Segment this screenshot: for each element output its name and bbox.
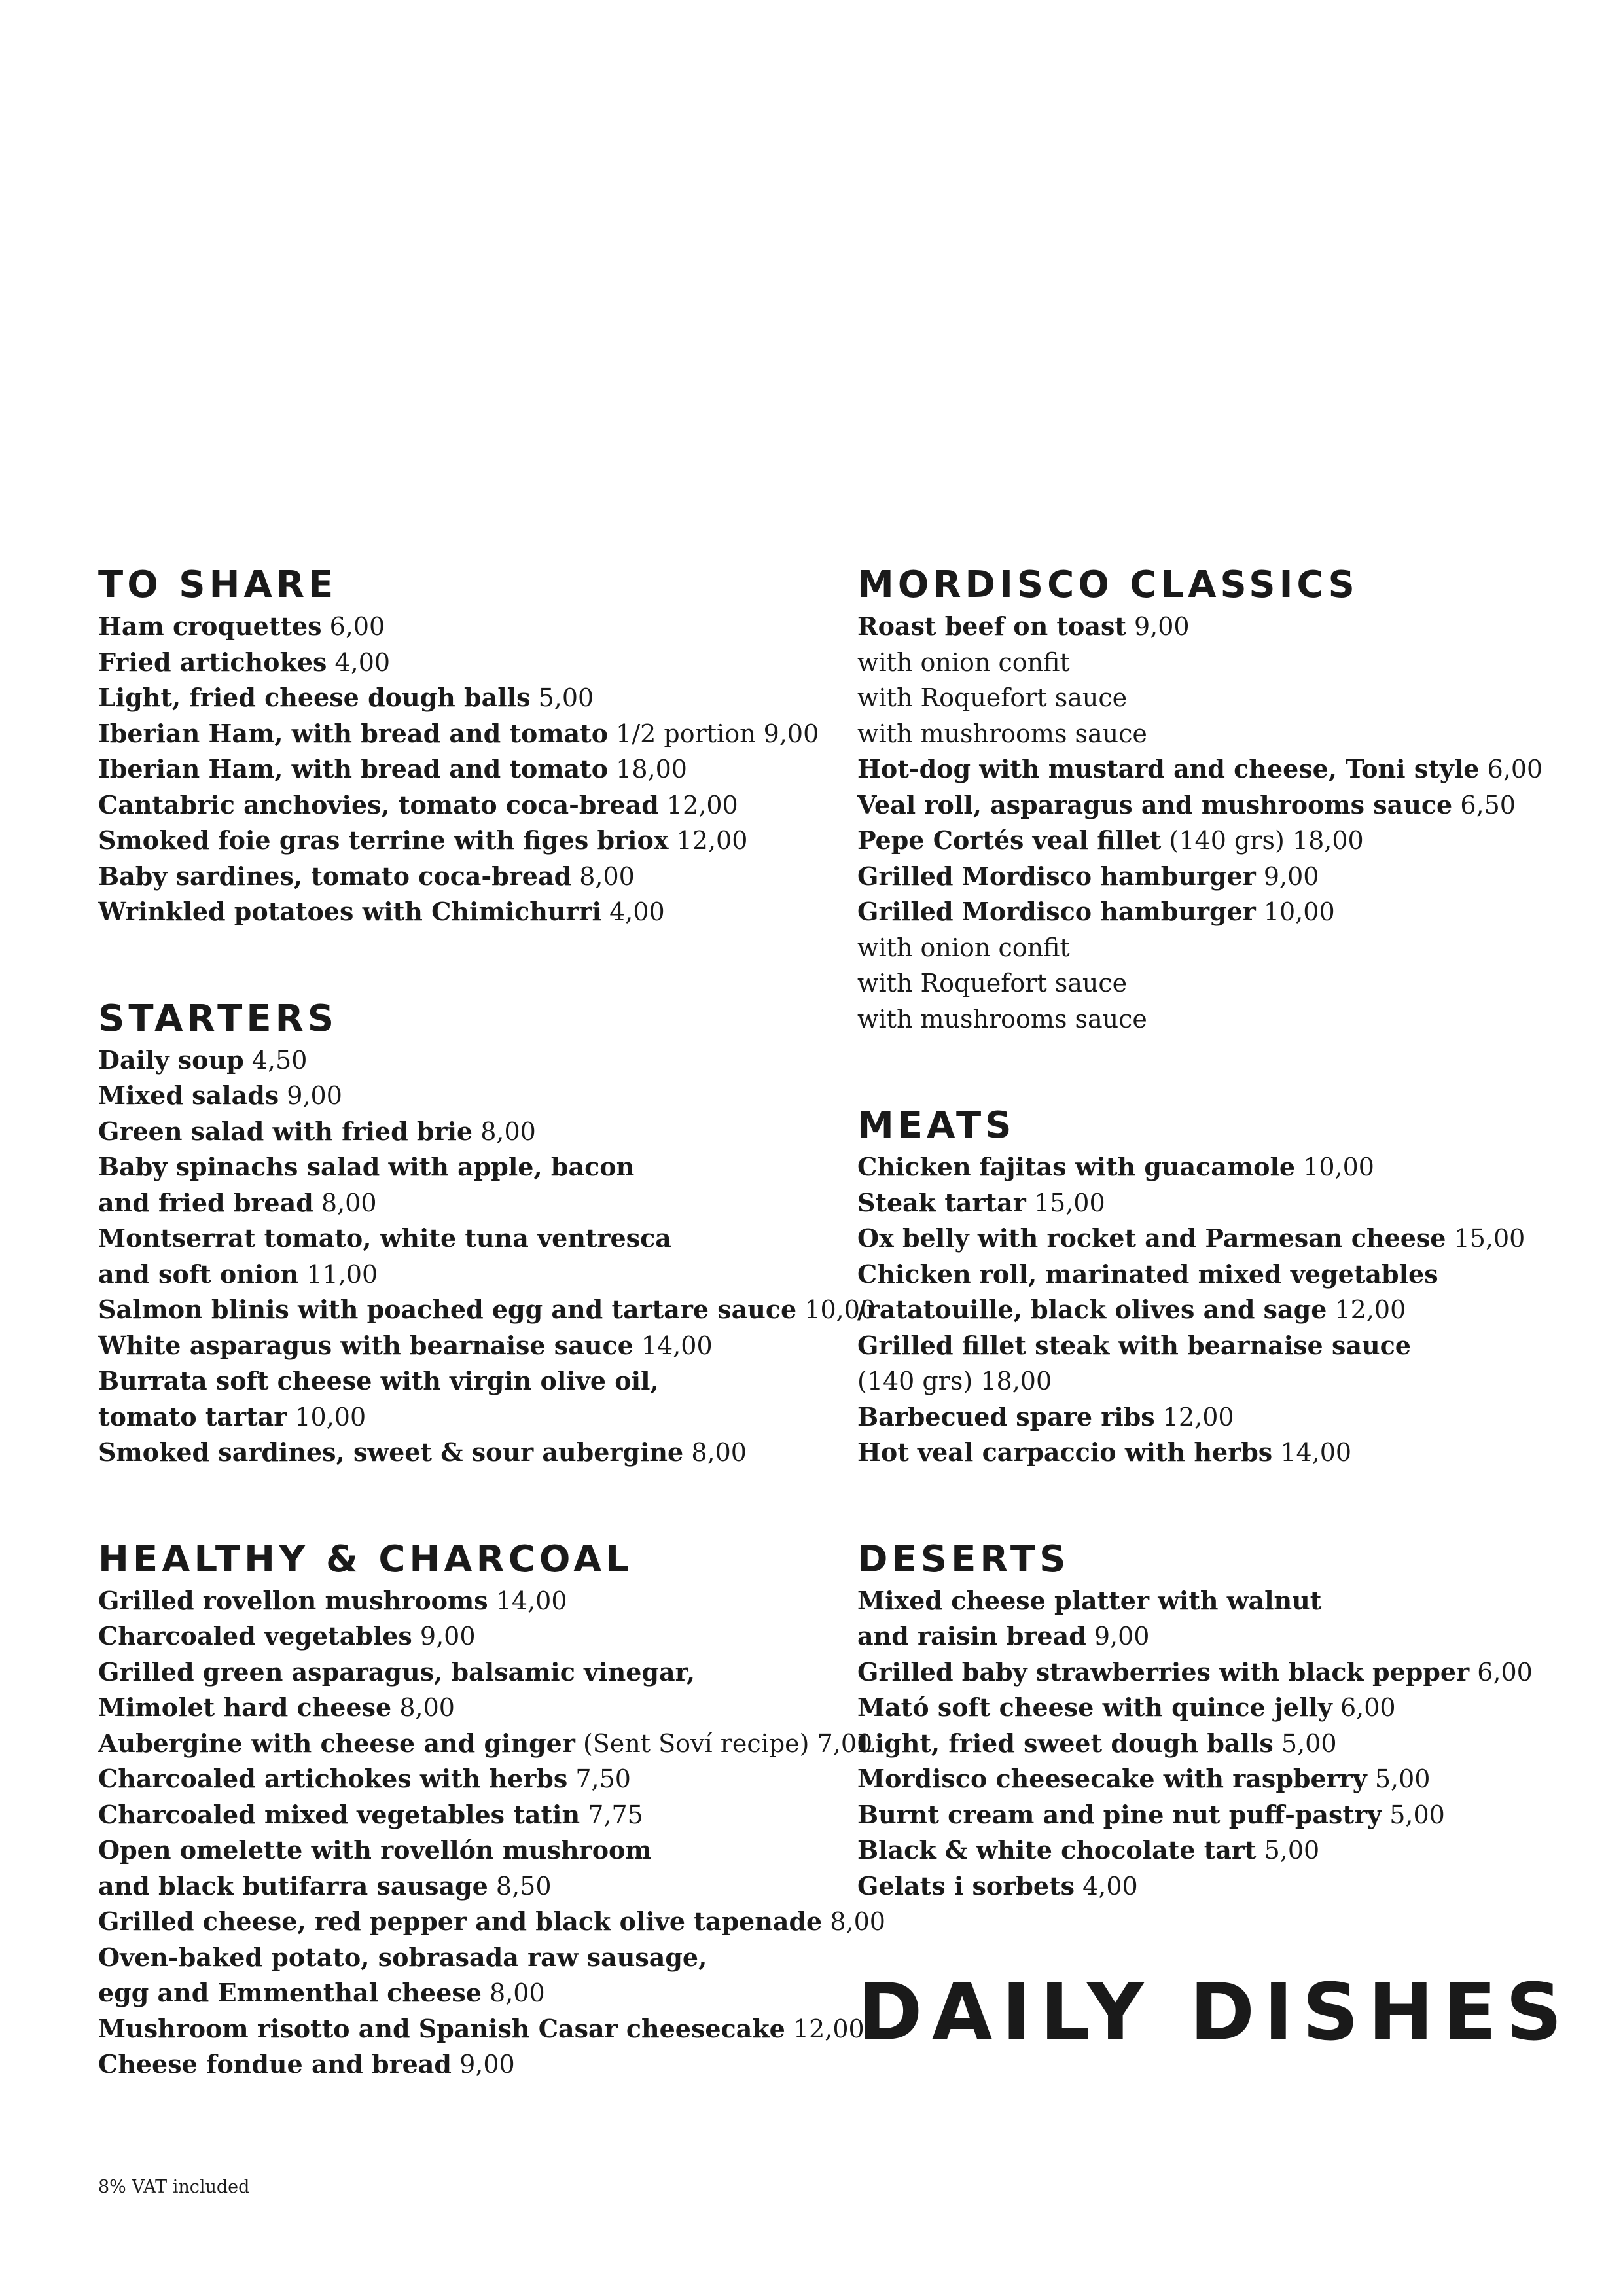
- menu-item: [98, 1619, 844, 1655]
- menu-item-note: with onion confit: [857, 933, 1070, 962]
- menu-item-name: Mushroom risotto and Spanish Casar cheesecake: [98, 2013, 785, 2043]
- menu-item-name: Mimolet hard cheese: [98, 1693, 392, 1722]
- menu-item: [857, 1185, 1603, 1221]
- menu-item-note: with Roquefort sauce: [857, 683, 1128, 712]
- section-title: STARTERS: [98, 997, 338, 1040]
- menu-item-price: 18,00: [980, 1367, 1052, 1395]
- menu-item-price: 9,00: [1263, 861, 1319, 891]
- menu-item-name: Baby spinachs salad with apple, bacon: [98, 1152, 635, 1181]
- menu-item-name: /ratatouille, black olives and sage: [857, 1295, 1327, 1324]
- menu-item-name: and raisin bread: [857, 1621, 1086, 1651]
- menu-item: [857, 716, 1603, 752]
- menu-item-price: 6,00: [1477, 1657, 1533, 1687]
- menu-item-name: Hot-dog with mustard and cheese, Toni style: [857, 754, 1480, 783]
- menu-item-name: Gelats i sorbets: [857, 1871, 1075, 1901]
- menu-item: [98, 680, 844, 716]
- menu-item: [98, 1655, 844, 1691]
- menu-item-name: Fried artichokes: [98, 647, 327, 677]
- menu-item: [857, 1363, 1603, 1399]
- menu-item-price: 8,00: [579, 861, 635, 891]
- menu-item-price: 4,00: [334, 647, 391, 677]
- menu-item: [98, 1761, 844, 1797]
- section-title: MORDISCO CLASSICS: [857, 564, 1359, 606]
- menu-item-name: Charcoaled artichokes with herbs: [98, 1764, 568, 1793]
- menu-item-price: 14,00: [495, 1586, 567, 1615]
- menu-item-name: Black & white chocolate tart: [857, 1835, 1257, 1865]
- menu-item: [98, 1869, 844, 1905]
- menu-item-name: Hot veal carpaccio with herbs: [857, 1437, 1273, 1467]
- menu-item-price: 9,00: [763, 719, 819, 748]
- menu-item: [98, 2047, 844, 2083]
- menu-item-price: 8,00: [321, 1188, 377, 1217]
- menu-item-name: Veal roll, asparagus and mushrooms sauce: [857, 789, 1453, 819]
- menu-item: [98, 1292, 876, 1328]
- menu-item-name: Chicken fajitas with guacamole: [857, 1152, 1296, 1181]
- menu-item: [98, 1583, 844, 1619]
- menu-item-name: Smoked sardines, sweet & sour aubergine: [98, 1437, 684, 1467]
- menu-item: [857, 1583, 1603, 1619]
- menu-item: [98, 1149, 844, 1185]
- menu-item: [857, 1761, 1603, 1797]
- menu-item-name: Baby sardines, tomato coca-bread: [98, 861, 572, 891]
- menu-item-price: 9,00: [459, 2050, 515, 2079]
- menu-item-price: 18,00: [1292, 826, 1364, 855]
- menu-item: [98, 1328, 844, 1364]
- menu-item: [857, 680, 1603, 716]
- menu-item-price: 9,00: [1094, 1622, 1150, 1651]
- menu-item-name: Cantabric anchovies, tomato coca-bread: [98, 789, 659, 819]
- section-title: HEALTHY & CHARCOAL: [98, 1537, 633, 1581]
- menu-item: [857, 1833, 1603, 1869]
- menu-item-note: with onion confit: [857, 647, 1070, 677]
- menu-item: [857, 1726, 1603, 1762]
- menu-section-to-share: [98, 563, 844, 930]
- menu-item-price: 5,00: [1264, 1836, 1320, 1865]
- menu-item: [98, 1185, 844, 1221]
- menu-item-name: Burnt cream and pine nut puff-pastry: [857, 1799, 1382, 1829]
- menu-section-healthy-charcoal: [98, 1537, 885, 2083]
- menu-item-name: Montserrat tomato, white tuna ventresca: [98, 1223, 671, 1253]
- menu-item: [857, 1690, 1603, 1726]
- menu-section-mordisco-classics: [857, 563, 1603, 1037]
- menu-item-note: 1/2 portion: [616, 719, 756, 748]
- menu-item-price: 7,50: [575, 1765, 631, 1793]
- menu-item: [98, 1975, 844, 2011]
- menu-section-starters: [98, 997, 876, 1471]
- menu-item-name: and soft onion: [98, 1259, 299, 1289]
- menu-item-name: Grilled rovellon mushrooms: [98, 1585, 488, 1615]
- menu-item: [98, 859, 844, 895]
- menu-item-name: Green salad with fried brie: [98, 1116, 473, 1146]
- menu-item: [98, 1257, 844, 1293]
- menu-item-price: 8,00: [480, 1117, 536, 1146]
- menu-item: [98, 823, 844, 859]
- menu-item-name: Iberian Ham, with bread and tomato: [98, 718, 609, 748]
- menu-item: [857, 1797, 1603, 1833]
- menu-item-price: 15,00: [1033, 1188, 1105, 1217]
- menu-item: [98, 1726, 873, 1762]
- menu-item-name: Iberian Ham, with bread and tomato: [98, 754, 609, 783]
- menu-item-name: Cheese fondue and bread: [98, 2049, 452, 2079]
- menu-item: [98, 1221, 844, 1257]
- menu-item: [98, 894, 844, 930]
- menu-item-name: Ham croquettes: [98, 611, 322, 641]
- menu-item-note: (140 grs): [1169, 826, 1285, 855]
- menu-item: [857, 1399, 1603, 1435]
- menu-item-price: 6,00: [1487, 755, 1543, 783]
- menu-section-meats: [857, 1103, 1603, 1471]
- menu-item-name: Aubergine with cheese and ginger: [98, 1728, 575, 1758]
- menu-item: [98, 1797, 844, 1833]
- menu-item: [98, 1114, 844, 1150]
- section-title: TO SHARE: [98, 564, 338, 606]
- menu-item-price: 5,00: [1281, 1729, 1337, 1758]
- menu-item: [98, 1363, 844, 1399]
- menu-item-name: egg and Emmenthal cheese: [98, 1978, 482, 2007]
- menu-item-name: Mató soft cheese with quince jelly: [857, 1693, 1332, 1722]
- menu-item-price: 6,00: [1340, 1693, 1396, 1722]
- menu-item-price: 14,00: [641, 1331, 713, 1360]
- menu-item: [857, 1149, 1603, 1185]
- menu-item-price: 8,50: [495, 1871, 552, 1901]
- menu-item: [857, 1001, 1603, 1037]
- menu-item-name: Grilled green asparagus, balsamic vinegar,: [98, 1657, 696, 1687]
- menu-item-name: Light, fried cheese dough balls: [98, 683, 531, 712]
- menu-item-name: Chicken roll, marinated mixed vegetables: [857, 1259, 1438, 1289]
- menu-item: [857, 1292, 1603, 1328]
- menu-item-name: Roast beef on toast: [857, 611, 1126, 641]
- section-title: MEATS: [857, 1104, 1016, 1147]
- menu-item-name: Barbecued spare ribs: [857, 1401, 1155, 1431]
- menu-item-price: 10,00: [804, 1295, 876, 1324]
- daily-dishes-title: DAILY DISHES: [857, 1967, 1572, 2058]
- menu-item: [857, 751, 1603, 787]
- menu-item-name: and fried bread: [98, 1187, 313, 1217]
- menu-item: [98, 1078, 844, 1114]
- menu-item: [857, 787, 1603, 823]
- menu-item-price: 12,00: [676, 826, 748, 855]
- menu-item-price: 11,00: [306, 1259, 378, 1289]
- menu-item-name: Smoked foie gras terrine with figes briox: [98, 825, 669, 855]
- menu-item-price: 4,00: [609, 897, 665, 926]
- menu-item-price: 9,00: [419, 1622, 476, 1651]
- menu-item: [857, 1435, 1603, 1471]
- section-title: DESERTS: [857, 1537, 1070, 1581]
- menu-item: [98, 1399, 844, 1435]
- menu-item-price: 12,00: [666, 790, 738, 819]
- menu-item: [857, 1869, 1603, 1905]
- right-column: [857, 563, 1603, 2056]
- menu-item-name: Grilled Mordisco hamburger: [857, 861, 1256, 891]
- menu-item-price: 12,00: [1334, 1295, 1406, 1324]
- menu-item: [98, 609, 844, 645]
- menu-item-name: Salmon blinis with poached egg and tartare sauce: [98, 1295, 797, 1324]
- menu-item-name: Charcoaled vegetables: [98, 1621, 412, 1651]
- menu-item-name: White asparagus with bearnaise sauce: [98, 1330, 633, 1360]
- menu-item: [98, 1435, 844, 1471]
- menu-item-note: with mushrooms sauce: [857, 719, 1147, 748]
- menu-item-price: 4,00: [1082, 1871, 1138, 1901]
- menu-item-name: Burrata soft cheese with virgin olive oil,: [98, 1366, 659, 1395]
- menu-item: [857, 1257, 1603, 1293]
- menu-item: [98, 1833, 844, 1869]
- menu-item-price: 5,00: [538, 683, 594, 712]
- menu-item: [857, 1221, 1603, 1257]
- menu-item-name: Oven-baked potato, sobrasada raw sausage,: [98, 1942, 707, 1972]
- menu-item-price: 14,00: [1280, 1438, 1352, 1467]
- menu-item: [98, 787, 844, 823]
- menu-item-price: 6,50: [1460, 790, 1516, 819]
- menu-item-price: 10,00: [1263, 897, 1335, 926]
- menu-item-note: (140 grs): [857, 1367, 973, 1395]
- menu-item: [98, 1940, 844, 1976]
- menu-item-name: Light, fried sweet dough balls: [857, 1728, 1274, 1758]
- menu-item: [857, 823, 1603, 859]
- left-column: [98, 563, 885, 2149]
- menu-item-name: Mordisco cheesecake with raspberry: [857, 1764, 1367, 1793]
- menu-item-price: 8,00: [691, 1438, 747, 1467]
- menu-item: [98, 1904, 885, 1940]
- menu-section-deserts: [857, 1537, 1603, 1905]
- menu-item: [98, 1043, 844, 1079]
- menu-item-price: 9,00: [287, 1081, 342, 1110]
- menu-item-name: Steak tartar: [857, 1187, 1026, 1217]
- menu-item: [857, 965, 1603, 1001]
- menu-item-price: 12,00: [1162, 1402, 1234, 1431]
- menu-item: [98, 751, 844, 787]
- menu-item: [98, 2011, 865, 2047]
- menu-item-name: and black butifarra sausage: [98, 1871, 488, 1901]
- menu-item: [857, 609, 1603, 645]
- menu-item-name: Daily soup: [98, 1045, 244, 1075]
- menu-item-price: 12,00: [793, 2014, 865, 2043]
- menu-item-price: 6,00: [329, 612, 385, 641]
- menu-item-price: 18,00: [616, 755, 687, 783]
- menu-item-price: 8,00: [399, 1693, 455, 1722]
- menu-item-note: with Roquefort sauce: [857, 969, 1128, 997]
- menu-item-price: 8,00: [490, 1979, 545, 2007]
- menu-item: [857, 1655, 1603, 1691]
- menu-item-price: 5,00: [1374, 1765, 1431, 1793]
- menu-item-name: Grilled fillet steak with bearnaise sauce: [857, 1330, 1411, 1360]
- menu-item-price: 9,00: [1134, 612, 1190, 641]
- menu-item: [98, 716, 844, 752]
- menu-item-name: Mixed salads: [98, 1081, 279, 1110]
- menu-item-name: Grilled baby strawberries with black pepper: [857, 1657, 1470, 1687]
- vat-footnote: 8% VAT included: [98, 2177, 250, 2197]
- menu-item-name: Mixed cheese platter with walnut: [857, 1585, 1322, 1615]
- menu-item: [857, 930, 1603, 966]
- menu-item: [857, 894, 1603, 930]
- menu-item-name: tomato tartar: [98, 1401, 287, 1431]
- menu-item-name: Ox belly with rocket and Parmesan cheese: [857, 1223, 1446, 1253]
- menu-item-note: with mushrooms sauce: [857, 1004, 1147, 1033]
- menu-item-price: 7,00: [817, 1729, 873, 1758]
- menu-item-name: Pepe Cortés veal fillet: [857, 825, 1162, 855]
- menu-item: [98, 645, 844, 681]
- menu-item: [857, 859, 1603, 895]
- menu-item: [857, 1619, 1603, 1655]
- menu-item-name: Grilled cheese, red pepper and black olive tapenade: [98, 1907, 823, 1936]
- right-sections: [857, 563, 1603, 1904]
- menu-item-name: Grilled Mordisco hamburger: [857, 897, 1256, 926]
- menu-item-name: Open omelette with rovellón mushroom: [98, 1835, 652, 1865]
- menu-item-price: 10,00: [1303, 1153, 1374, 1181]
- menu-item-price: 8,00: [830, 1907, 885, 1936]
- menu-item-price: 10,00: [294, 1402, 366, 1431]
- menu-item-price: 4,50: [251, 1045, 308, 1075]
- menu-item-name: Charcoaled mixed vegetables tatin: [98, 1799, 580, 1829]
- menu-item-price: 7,75: [588, 1800, 643, 1829]
- menu-item: [857, 1328, 1603, 1364]
- menu-item: [98, 1690, 844, 1726]
- menu-item-note: (Sent Soví recipe): [582, 1729, 810, 1758]
- menu-item-price: 5,00: [1389, 1800, 1445, 1829]
- menu-item-name: Wrinkled potatoes with Chimichurri: [98, 897, 601, 926]
- menu-item-price: 15,00: [1454, 1224, 1525, 1253]
- menu-item: [857, 645, 1603, 681]
